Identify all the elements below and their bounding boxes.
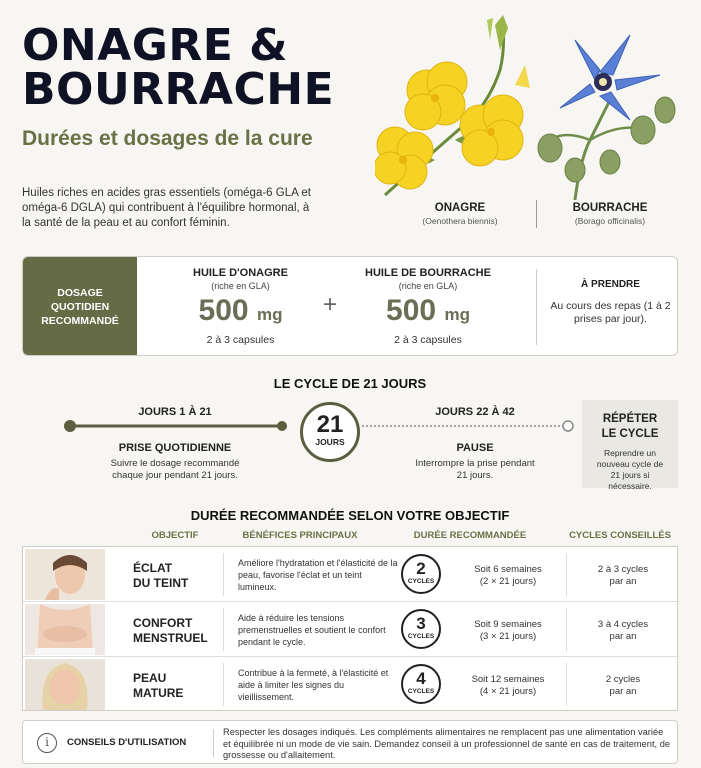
borage-illustration [538,35,675,200]
evening-primrose-illustration [375,15,530,195]
page-subtitle: Durées et dosages de la cure [22,127,313,150]
objective-line1: PEAU [133,671,167,685]
dose-title: HUILE DE BOURRACHE [365,267,491,279]
advised-cycles [568,564,678,588]
duration-text [453,674,563,698]
cycle-number: 21 [316,411,344,438]
repeat-title: RÉPÉTER LE CYCLE [601,413,659,440]
cycles-number: 4 [416,669,426,688]
usage-tips [22,720,678,764]
cycles-label: CYCLES [407,688,435,695]
col-header-duration: DURÉE RECOMMANDÉE [413,530,527,541]
col-header-objective: OBJECTIF [151,530,199,541]
benefit-text: Contribue à la fermeté, à l'élasticité et aide à limiter les signes du vieillissement. [238,668,389,702]
dose-sub: (riche en GLA) [398,281,458,291]
row-divider [223,553,224,596]
dose-onagre [163,267,318,346]
duration-line1: Soit 9 semaines [474,619,542,630]
objective-line1: ÉCLAT [133,561,173,575]
repeat-cycle-box [582,400,678,491]
title-line-1: ONAGRE & [22,20,289,71]
advised-line1: 3 à 4 cycles [597,619,649,630]
duration-line2: (2 × 21 jours) [479,576,537,587]
cycles-badge [401,609,441,649]
dose-amount-value: 500 [386,294,437,327]
dosage-label-text: DOSAGE QUOTIDIEN RECOMMANDÉ [41,287,119,327]
objective-line2: MATURE [133,686,184,700]
benefit-text: Aide à réduire les tensions premenstruelles et soutient le confort pendant le cycle. [238,613,386,647]
advised-line2: par an [609,686,637,697]
dose-caps: 2 à 3 capsules [394,334,462,346]
plant-latin: (Borago officinalis) [574,216,646,226]
mature-face-photo [25,659,105,710]
tips-divider [213,729,214,757]
duration-line1: Soit 6 semaines [474,564,542,575]
dosage-panel [22,256,678,356]
take-title: À PRENDRE [581,279,640,290]
cycle-unit: JOURS [315,437,345,447]
plant-label-primrose [420,202,500,226]
dosage-label [23,257,137,356]
advised-line2: par an [609,631,637,642]
objective-name [133,616,208,646]
face-photo [25,549,105,600]
cycles-badge [401,554,441,594]
advised-line1: 2 à 3 cycles [597,564,649,575]
objective-line2: DU TEINT [133,576,189,590]
duration-text [453,564,563,588]
take-text: Au cours des repas (1 à 2 prises par jour). [550,300,671,325]
cycles-label: CYCLES [407,578,435,585]
row-divider [566,608,567,651]
advised-cycles [568,619,678,643]
objective-line1: CONFORT [133,616,193,630]
plant-label-borage [560,202,660,226]
phase1-block [100,442,250,482]
plant-latin: (Oenothera biennis) [422,216,498,226]
benefit-text: Améliore l'hydratation et l'élasticité de la peau, favorise l'éclat et un teint lumineux. [238,558,398,592]
row-divider [223,608,224,651]
phase1-title: PRISE QUOTIDIENNE [118,442,232,454]
row-divider [223,663,224,706]
col-header-cycles: CYCLES CONSEILLÉS [569,530,671,541]
dose-caps: 2 à 3 capsules [206,334,275,346]
dose-unit: mg [444,305,470,324]
dose-sub: (riche en GLA) [211,281,270,291]
dose-bourrache [348,267,508,346]
tips-text: Respecter les dosages indiqués. Les compléments alimentaires ne remplacent pas une alimentation variée et équilibrée ni un mode de vie sain. Demandez conseil à un professionnel de santé en cas de traitement, de grossesse ou d'allaitement. [223,727,671,760]
plants-illustration [375,10,695,200]
duration-text [453,619,563,643]
row-divider [566,553,567,596]
phase1-text: Suivre le dosage recommandé chaque jour pendant 21 jours. [110,458,240,481]
table-row [23,602,679,657]
phase1-days: JOURS 1 À 21 [138,406,212,418]
objective-name [133,561,188,591]
table-row [23,547,679,602]
objective-name [133,671,183,701]
intro-text: Huiles riches en acides gras essentiels (oméga-6 GLA et oméga-6 DGLA) qui contribuent à l'équilibre hormonal, à la santé de la peau et au confort féminin. [22,187,311,229]
plant-name: ONAGRE [434,202,486,214]
advised-cycles [568,674,678,698]
advised-line1: 2 cycles [605,674,641,685]
cycles-number: 2 [416,559,426,578]
phase2-text: Interrompre la prise pendant 21 jours. [415,458,535,481]
table-row [23,657,679,712]
cycles-number: 3 [416,614,426,633]
plant-name: BOURRACHE [572,202,648,214]
page-title [22,20,335,115]
title-line-2: BOURRACHE [22,64,335,115]
dose-amount [348,295,508,331]
duration-line2: (4 × 21 jours) [479,686,537,697]
duration-line2: (3 × 21 jours) [479,631,537,642]
repeat-text: Reprendre un nouveau cycle de 21 jours si nécessaire. [596,448,664,491]
phase2-days: JOURS 22 À 42 [435,406,515,418]
advised-line2: par an [609,576,637,587]
objectives-title: DURÉE RECOMMANDÉE SELON VOTRE OBJECTIF [190,508,510,523]
cycles-label: CYCLES [407,633,435,640]
cycles-badge [401,664,441,704]
belly-photo [25,604,105,655]
objective-line2: MENSTRUEL [133,631,208,645]
dose-divider [536,269,537,345]
col-header-benefits: BÉNÉFICES PRINCIPAUX [242,530,358,541]
info-icon: i [37,733,57,753]
dose-amount-value: 500 [198,294,249,327]
dose-unit: mg [256,305,283,324]
tips-title: CONSEILS D'UTILISATION [67,737,187,748]
duration-line1: Soit 12 semaines [471,674,545,685]
dose-amount [163,295,318,331]
dose-title: HUILE D'ONAGRE [193,267,288,279]
plant-divider [536,200,537,228]
objectives-table [22,546,678,711]
phase2-block [415,442,535,482]
phase2-title: PAUSE [456,442,494,454]
plus-sign: + [323,291,338,318]
row-divider [566,663,567,706]
cycle-21-days-badge [300,402,360,462]
take-instructions [543,279,678,326]
cycle-title: LE CYCLE DE 21 JOURS [273,376,427,391]
